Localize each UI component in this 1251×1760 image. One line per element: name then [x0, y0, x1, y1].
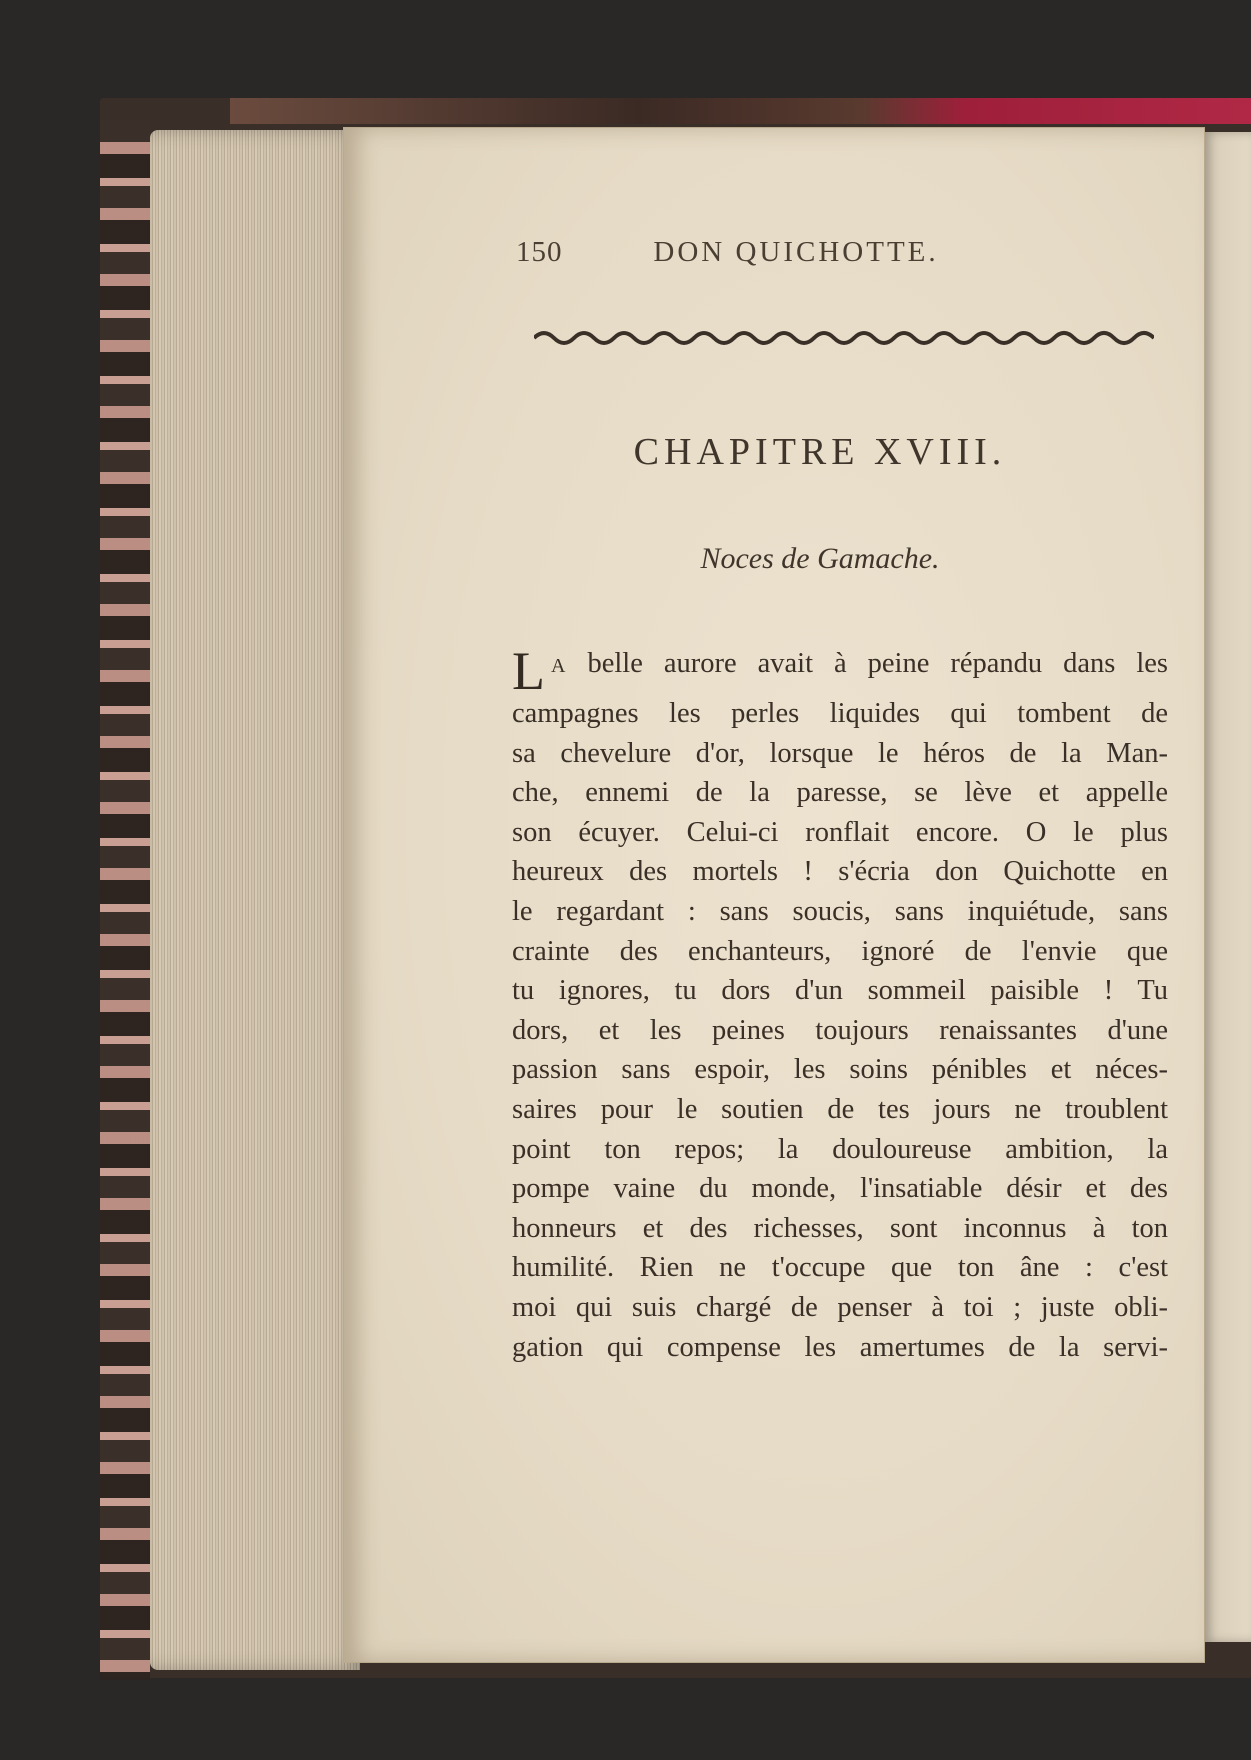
chapter-subtitle: Noces de Gamache.: [700, 542, 940, 575]
running-head: [516, 236, 1006, 282]
text-line: sa chevelure d'or, lorsque le héros de la Man-: [512, 737, 1168, 769]
text-line: passion sans espoir, les soins pénibles et néces-: [512, 1054, 1168, 1086]
text-line: tu ignores, tu dors d'un sommeil paisible ! Tu: [512, 975, 1168, 1007]
text-line: point ton repos; la douloureuse ambition, la: [512, 1133, 1168, 1165]
text-line: gation qui compense les amertumes de la servi-: [512, 1331, 1168, 1363]
text-line: che, ennemi de la paresse, se lève et appelle: [512, 777, 1168, 809]
text-line-content: belle aurore avait à peine répandu dans les: [587, 648, 1168, 679]
text-line: honneurs et des richesses, sont inconnus à ton: [512, 1212, 1168, 1244]
text-line: heureux des mortels ! s'écria don Quichotte en: [512, 856, 1168, 888]
text-line: dors, et les peines toujours renaissantes d'une: [512, 1014, 1168, 1046]
text-line: pompe vaine du monde, l'insatiable désir et des: [512, 1173, 1168, 1205]
text-line: campagnes les perles liquides qui tombent de: [512, 698, 1168, 729]
facing-page-edge: [1204, 132, 1251, 1642]
text-line: crainte des enchanteurs, ignoré de l'envie que: [512, 935, 1168, 967]
chapter-title: CHAPITRE XVIII.: [633, 431, 1007, 473]
page-fore-edge: [150, 130, 360, 1670]
text-line: le regardant : sans soucis, sans inquiétude, sans: [512, 895, 1168, 927]
drop-capital: L: [512, 644, 545, 694]
page-number: 150: [516, 236, 563, 268]
text-line: moi qui suis chargé de penser à toi ; juste obli-: [512, 1291, 1168, 1323]
book-spine-top: [230, 98, 1251, 124]
cover-edge: [100, 120, 150, 1680]
first-word-small-caps: A: [551, 655, 567, 677]
text-line: [512, 644, 1168, 694]
text-line: humilité. Rien ne t'occupe que ton âne : c'est: [512, 1252, 1168, 1284]
running-title: DON QUICHOTTE.: [653, 236, 939, 268]
wave-ornament-divider: [534, 326, 1154, 350]
chapter-body-text: [512, 644, 1168, 1367]
text-line: saires pour le soutien de tes jours ne troublent: [512, 1093, 1168, 1125]
text-line: son écuyer. Celui-ci ronflait encore. O le plus: [512, 816, 1168, 848]
